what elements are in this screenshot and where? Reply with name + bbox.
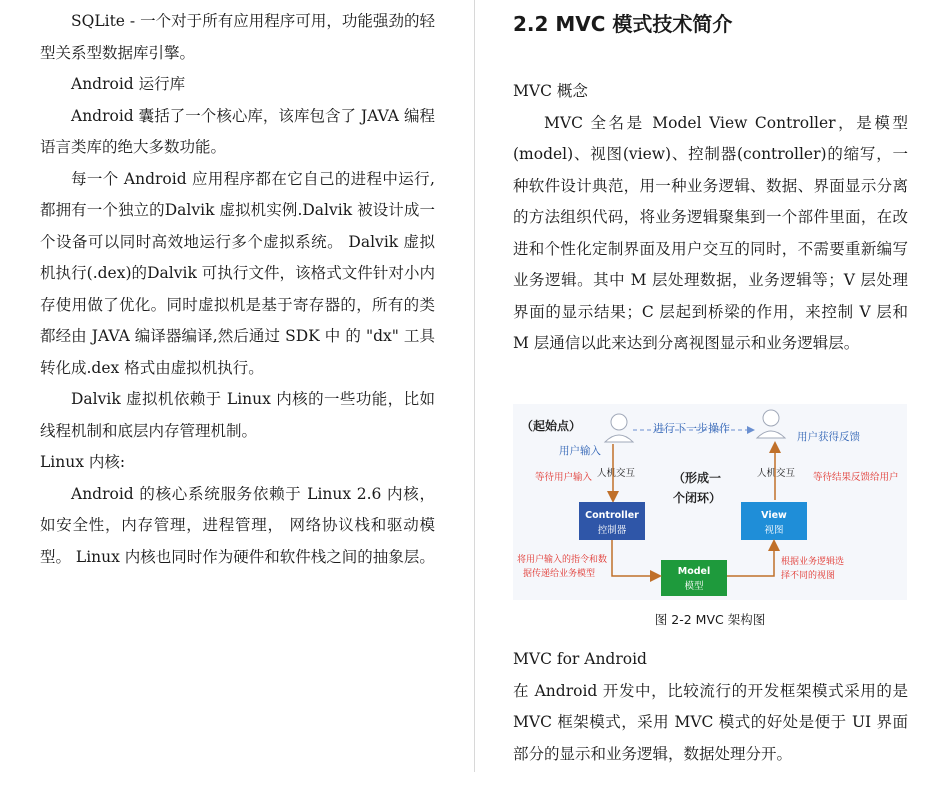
paragraph-dalvik-process: 每一个 Android 应用程序都在它自己的进程中运行,都拥有一个独立的Dalvik 虚拟机实例.Dalvik 被设计成一个设备可以同时高效地运行多个虚拟系统。 Dalvik 虚拟机执行(.dex)的Dalvik 可执行文件，该格式文件针对小内存使用做了优化。同时虚拟机是基于寄存器的，所有的类都经由 JAVA 编译器编译,然后通过 SDK 中 的 "dx" 工具转化成.dex 格式由虚拟机执行。 [40, 169, 435, 377]
paragraph-sqlite: SQLite - 一个对于所有应用程序可用，功能强劲的轻型关系型数据库引擎。 [40, 12, 435, 62]
model-cn-label: 模型 [684, 581, 704, 592]
paragraph-mvc-concept: MVC 全名是 Model View Controller，是模型(model)、视图(view)、控制器(controller)的缩写，一种软件设计典范，用一种业务逻辑、数据、界面显示分离的方法组织代码，将业务逻辑聚集到一个部件里面，在改进和个性化定制界面及用户交互的同时，不需要重新编写业务逻辑。其中 M 层处理数据，业务逻辑等；V 层处理界面的显示结果；C 层起到桥梁的作用，来控制 V 层和 M 层通信以此来达到分离视图显示和业务逻辑层。 [513, 113, 908, 352]
start-label: （起始点） [521, 419, 582, 433]
paragraph-mvc-android: 在 Android 开发中，比较流行的开发框架模式采用的是 MVC 框架模式，采用 MVC 模式的好处是便于 UI 界面部分的显示和业务逻辑，数据处理分开。 [513, 681, 908, 763]
controller-cn-label: 控制器 [597, 525, 627, 536]
user-feedback-label: 用户获得反馈 [797, 431, 860, 443]
to-view-label-1: 根据业务逻辑选 [781, 557, 845, 567]
to-model-label-2: 据传递给业务模型 [523, 569, 596, 579]
loop-label-2: 个闭环） [673, 491, 722, 505]
mvc-diagram [513, 404, 907, 600]
figure-caption: 图 2-2 MVC 架构图 [654, 612, 766, 627]
user-left-icon [605, 414, 633, 442]
user-input-label: 用户输入 [559, 445, 601, 457]
model-to-view-arrow [727, 542, 774, 576]
controller-to-model-arrow [612, 540, 659, 576]
mvc-architecture-figure [513, 404, 907, 600]
column-divider [474, 0, 475, 772]
hci-left-label: 人机交互 [597, 468, 636, 479]
paragraph-core-library: Android 囊括了一个核心库，该库包含了 JAVA 编程语言类库的绝大多数功能。 [40, 106, 435, 156]
subheading-mvc-concept: MVC 概念 [513, 82, 588, 100]
loop-label: （形成一 [673, 471, 722, 485]
model-label: Model [677, 566, 711, 577]
right-column-lower [513, 644, 908, 770]
view-cn-label: 视图 [764, 525, 784, 536]
to-view-label-2: 择不同的视图 [781, 571, 836, 581]
paragraph-linux-kernel-title: Linux 内核: [40, 453, 126, 471]
hci-right-label: 人机交互 [757, 468, 796, 479]
section-heading: 2.2 MVC 模式技术简介 [513, 12, 733, 36]
next-step-label: 进行下一步操作 [653, 422, 730, 435]
paragraph-dalvik-linux: Dalvik 虚拟机依赖于 Linux 内核的一些功能，比如线程机制和底层内存管理机制。 [40, 390, 435, 440]
paragraph-android-runtime-title: Android 运行库 [71, 75, 186, 93]
subheading-mvc-android: MVC for Android [513, 650, 647, 668]
right-column-upper [513, 76, 908, 360]
to-model-label-1: 将用户输入的指令和数 [517, 555, 608, 565]
paragraph-linux-kernel: Android 的核心系统服务依赖于 Linux 2.6 内核，如安全性，内存管理，进程管理， 网络协议栈和驱动模型。 Linux 内核也同时作为硬件和软件栈之间的抽象层。 [40, 484, 435, 566]
wait-input-label: 等待用户输入 [535, 472, 593, 483]
view-label: View [761, 510, 787, 521]
controller-label: Controller [585, 510, 639, 521]
wait-feedback-label: 等待结果反馈给用户 [813, 472, 899, 483]
left-column [40, 0, 435, 573]
user-right-icon [757, 410, 785, 438]
